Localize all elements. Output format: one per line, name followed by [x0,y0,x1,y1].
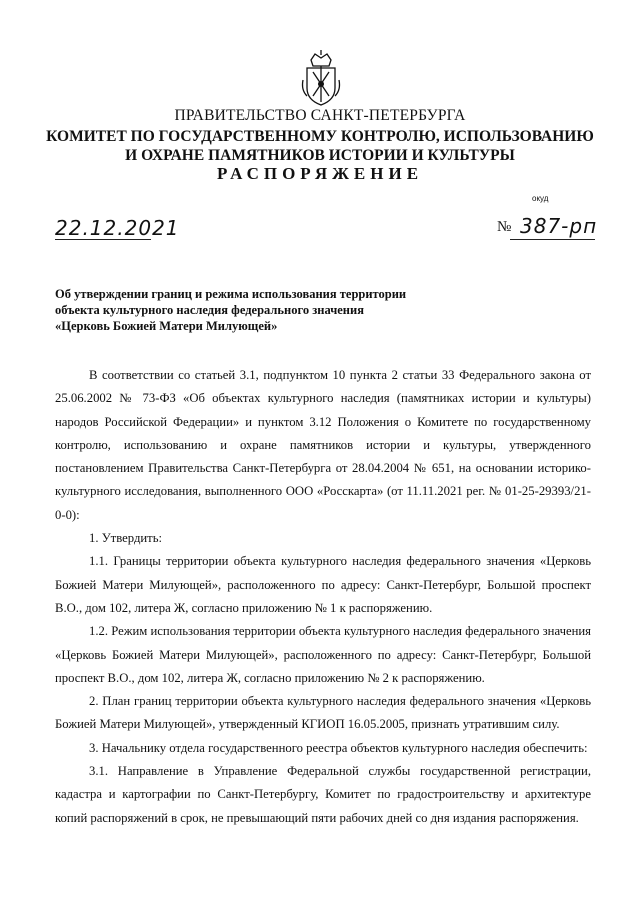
paragraph-preamble: В соответствии со статьей 3.1, подпунктом 10 пункта 2 статьи 33 Федерального закона от 25.06.2002 № 73-ФЗ «Об объектах культурного наследия (памятниках истории и культуры) народов Российской Федерации» и пунктом 3.12 Положения о Комитете по государственному контролю, использованию и охране памятников истории и культуры, утвержденного постановлением Правительства Санкт-Петербурга от 28.04.2004 № 651, на основании историко-культурного исследования, выполненного ООО «Росскарта» (от 11.11.2021 рег. № 01-25-29393/21-0-0): [55,368,591,522]
date-underline [55,239,151,240]
subject-line2: объекта культурного наследия федерального значения [55,303,364,317]
okud-label: окуд [532,194,549,203]
paragraph-3-1: 3.1. Направление в Управление Федеральной службы государственной регистрации, кадастра и картографии по Санкт-Петербургу, Комитет по градостроительству и архитектуре копий распоряжений в срок, не превышающий пяти рабочих дней со дня издания распоряжения. [55,764,591,825]
document-body [55,364,591,830]
committee-title-line1: КОМИТЕТ ПО ГОСУДАРСТВЕННОМУ КОНТРОЛЮ, ИСПОЛЬЗОВАНИЮ [46,128,594,145]
document-number: 387-рп [520,214,598,238]
committee-title [0,127,640,165]
subject-line3: «Церковь Божией Матери Милующей» [55,319,278,333]
committee-title-line2: И ОХРАНЕ ПАМЯТНИКОВ ИСТОРИИ И КУЛЬТУРЫ [125,147,515,164]
government-title: ПРАВИТЕЛЬСТВО САНКТ-ПЕТЕРБУРГА [174,107,466,124]
number-label: № [497,219,512,235]
document-type: РАСПОРЯЖЕНИЕ [216,164,424,183]
coat-of-arms-icon [299,50,343,108]
document-date: 22.12.2021 [55,216,180,240]
paragraph-1-2: 1.2. Режим использования территории объекта культурного наследия федерального значения «Церковь Божией Матери Милующей», расположенного по адресу: Санкт-Петербург, Большой проспект В.О., дом 102, литера Ж, согласно приложению № 2 к распоряжению. [55,624,591,685]
paragraph-1: 1. Утвердить: [89,531,163,546]
paragraph-3: 3. Начальнику отдела государственного реестра объектов культурного наследия обеспечить: [89,740,588,755]
number-underline [510,239,595,240]
subject-line1: Об утверждении границ и режима использования территории [55,287,407,301]
paragraph-1-1: 1.1. Границы территории объекта культурного наследия федерального значения «Церковь Божией Матери Милующей», расположенного по адресу: Санкт-Петербург, Большой проспект В.О., дом 102, литера Ж, согласно приложению № 1 к распоряжению. [55,554,591,615]
paragraph-2: 2. План границ территории объекта культурного наследия федерального значения «Церковь Божией Матери Милующей», утвержденный КГИОП 16.05.2005, признать утратившим силу. [55,694,591,732]
document-subject [55,286,475,334]
